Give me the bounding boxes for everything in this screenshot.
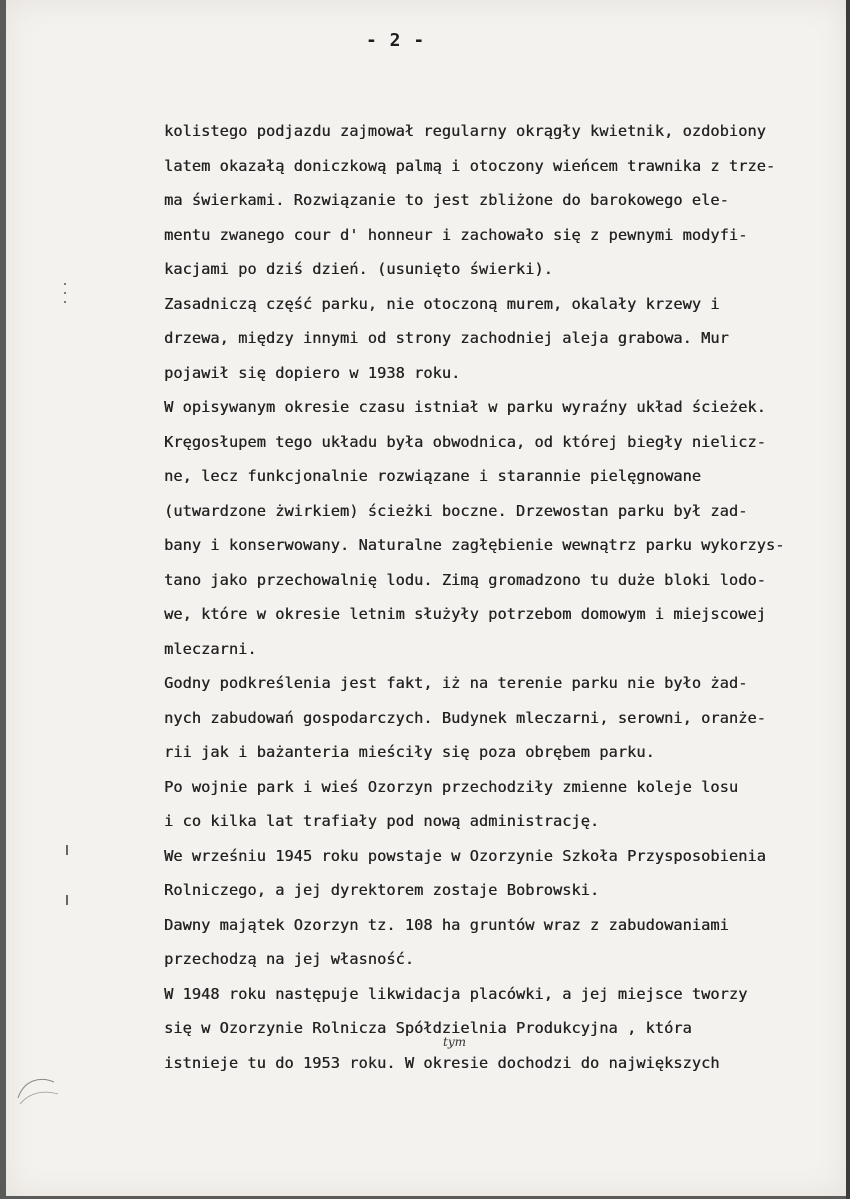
text-line: kolistego podjazdu zajmował regularny okrągły kwietnik, ozdobiony	[164, 122, 766, 140]
scan-edge	[846, 0, 850, 1199]
pencil-mark-icon	[14, 1062, 74, 1112]
text-line: tano jako przechowalnię lodu. Zimą gromadzono tu duże bloki lodo-	[164, 570, 766, 589]
text-line: W 1948 roku następuje likwidacja placówki, a jej miejsce tworzy	[164, 984, 748, 1003]
text-line: i co kilka lat trafiały pod nową administrację.	[164, 812, 600, 830]
text-line: kacjami po dziś dzień. (usunięto świerki).	[164, 260, 553, 278]
margin-punch-marks	[64, 283, 70, 323]
margin-tick	[66, 845, 68, 855]
text-line: we, które w okresie letnim służyły potrzebom domowym i miejscowej	[164, 605, 766, 623]
text-line: drzewa, między innymi od strony zachodniej aleja grabowa. Mur	[164, 329, 729, 347]
typed-text-body	[164, 114, 834, 1080]
text-line: We wrześniu 1945 roku powstaje w Ozorzynie Szkoła Przysposobienia	[164, 846, 766, 865]
text-line: W opisywanym okresie czasu istniał w parku wyraźny układ ścieżek.	[164, 398, 766, 416]
text-line: Po wojnie park i wieś Ozorzyn przechodziły zmienne koleje losu	[164, 777, 739, 796]
text-line: pojawił się dopiero w 1938 roku.	[164, 363, 461, 382]
text-line: nych zabudowań gospodarczych. Budynek mleczarni, serowni, oranże-	[164, 708, 766, 727]
text-line: Zasadniczą część parku, nie otoczoną murem, okalały krzewy i	[164, 294, 720, 313]
text-line: rii jak i bażanteria mieściły się poza obrębem parku.	[164, 743, 655, 761]
margin-tick	[66, 895, 68, 905]
text-line: Kręgosłupem tego układu była obwodnica, od której biegły nielicz-	[164, 432, 766, 451]
text-line: mentu zwanego cour d' honneur i zachowało się z pewnymi modyfi-	[164, 225, 748, 244]
text-line: ne, lecz funkcjonalnie rozwiązane i starannie pielęgnowane	[164, 467, 702, 485]
text-line: się w Ozorzynie Rolnicza Spółdzielnia Produkcyjna , która	[164, 1019, 692, 1037]
text-line: Dawny majątek Ozorzyn tz. 108 ha gruntów wraz z zabudowaniami	[164, 915, 729, 934]
text-line: latem okazałą doniczkową palmą i otoczony wieńcem trawnika z trze-	[164, 156, 776, 175]
text-line: (utwardzone żwirkiem) ścieżki boczne. Drzewostan parku był zad-	[164, 501, 748, 520]
text-line: Godny podkreślenia jest fakt, iż na terenie parku nie było żad-	[164, 674, 748, 692]
text-line: istnieje tu do 1953 roku. W okresie dochodzi do największych	[164, 1053, 720, 1072]
text-line: przechodzą na jej własność.	[164, 950, 415, 968]
text-line: bany i konserwowany. Naturalne zagłębienie wewnątrz parku wykorzys-	[164, 536, 785, 554]
handwritten-annotation: tym	[443, 1035, 466, 1049]
page-number: - 2 -	[366, 30, 426, 51]
text-line: mleczarni.	[164, 639, 257, 658]
text-line: ma świerkami. Rozwiązanie to jest zbliżone do barokowego ele-	[164, 191, 729, 209]
text-line: Rolniczego, a jej dyrektorem zostaje Bobrowski.	[164, 881, 600, 899]
document-page	[6, 0, 846, 1196]
